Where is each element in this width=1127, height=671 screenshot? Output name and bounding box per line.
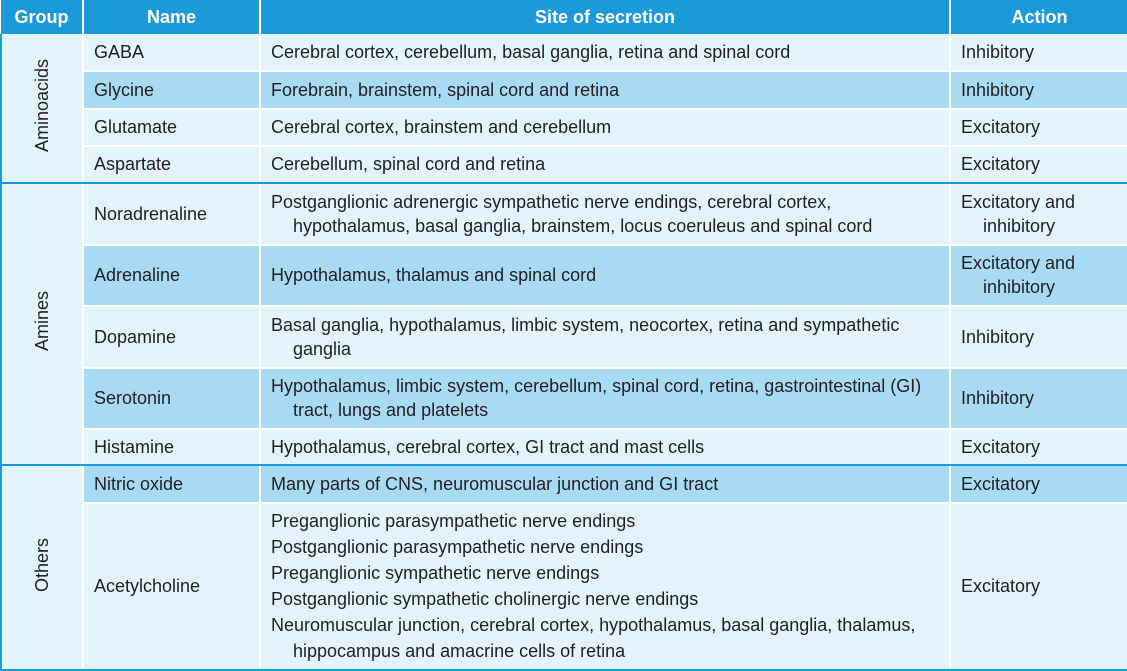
action-cell: Excitatory <box>950 146 1127 183</box>
site-cell <box>260 503 950 670</box>
table-row <box>1 465 1127 502</box>
action-line: inhibitory <box>983 277 1056 298</box>
site-cell: Hypothalamus, cerebral cortex, GI tract and mast cells <box>260 429 950 465</box>
name-cell: Noradrenaline <box>83 183 260 244</box>
site-line: Neuromuscular junction, cerebral cortex, hypothalamus, basal ganglia, thalamus, hippocampus and amacrine cells of retina <box>271 615 916 662</box>
site-cell <box>260 306 950 367</box>
name-cell: Adrenaline <box>83 245 260 306</box>
name-cell: Acetylcholine <box>83 503 260 670</box>
name-cell: GABA <box>83 34 260 71</box>
site-text: Postganglionic adrenergic sympathetic nerve endings, cerebral cortex, hypothalamus, basal ganglia, brainstem, locus coeruleus and spinal cord <box>271 191 873 236</box>
site-cell: Forebrain, brainstem, spinal cord and retina <box>260 71 950 108</box>
site-text: Hypothalamus, limbic system, cerebellum, spinal cord, retina, gastrointestinal (GI) tract, lungs and platelets <box>271 376 922 421</box>
action-cell: Inhibitory <box>950 34 1127 71</box>
site-cell: Many parts of CNS, neuromuscular junction and GI tract <box>260 465 950 502</box>
header-action: Action <box>950 0 1127 34</box>
site-line: Postganglionic parasympathetic nerve endings <box>271 537 644 558</box>
name-cell: Glutamate <box>83 109 260 146</box>
action-line: inhibitory <box>983 215 1056 236</box>
table-row <box>1 71 1127 108</box>
table-row <box>1 306 1127 367</box>
site-line: Postganglionic sympathetic cholinergic nerve endings <box>271 589 699 610</box>
action-line: Excitatory and <box>961 253 1076 274</box>
action-cell: Inhibitory <box>950 306 1127 367</box>
name-cell: Nitric oxide <box>83 465 260 502</box>
site-cell: Hypothalamus, thalamus and spinal cord <box>260 245 950 306</box>
action-cell: Excitatory <box>950 109 1127 146</box>
group-amines <box>1 183 83 465</box>
site-line: Preganglionic sympathetic nerve endings <box>271 563 600 584</box>
site-cell: Cerebral cortex, brainstem and cerebellum <box>260 109 950 146</box>
action-cell: Inhibitory <box>950 71 1127 108</box>
table-row <box>1 183 1127 244</box>
site-cell: Cerebral cortex, cerebellum, basal ganglia, retina and spinal cord <box>260 34 950 71</box>
site-cell <box>260 368 950 429</box>
name-cell: Serotonin <box>83 368 260 429</box>
header-site: Site of secretion <box>260 0 950 34</box>
action-line: Excitatory and <box>961 191 1076 212</box>
site-cell <box>260 183 950 244</box>
group-label: Others <box>32 537 52 592</box>
action-cell <box>950 183 1127 244</box>
header-row <box>1 0 1127 34</box>
table-row <box>1 245 1127 306</box>
site-text: Basal ganglia, hypothalamus, limbic system, neocortex, retina and sympathetic ganglia <box>271 314 900 359</box>
site-cell: Cerebellum, spinal cord and retina <box>260 146 950 183</box>
table-row <box>1 429 1127 465</box>
header-name: Name <box>83 0 260 34</box>
name-cell: Histamine <box>83 429 260 465</box>
header-group: Group <box>1 0 83 34</box>
name-cell: Aspartate <box>83 146 260 183</box>
site-line: Preganglionic parasympathetic nerve endings <box>271 511 636 532</box>
table-row <box>1 368 1127 429</box>
action-cell: Excitatory <box>950 503 1127 670</box>
table-row <box>1 109 1127 146</box>
group-aminoacids <box>1 34 83 183</box>
action-cell: Excitatory <box>950 465 1127 502</box>
action-cell <box>950 245 1127 306</box>
table-row <box>1 34 1127 71</box>
table-row <box>1 146 1127 183</box>
action-cell: Excitatory <box>950 429 1127 465</box>
group-others <box>1 465 83 670</box>
name-cell: Glycine <box>83 71 260 108</box>
table-row <box>1 503 1127 670</box>
name-cell: Dopamine <box>83 306 260 367</box>
group-label: Amines <box>32 291 52 352</box>
action-cell: Inhibitory <box>950 368 1127 429</box>
group-label: Aminoacids <box>32 58 52 152</box>
